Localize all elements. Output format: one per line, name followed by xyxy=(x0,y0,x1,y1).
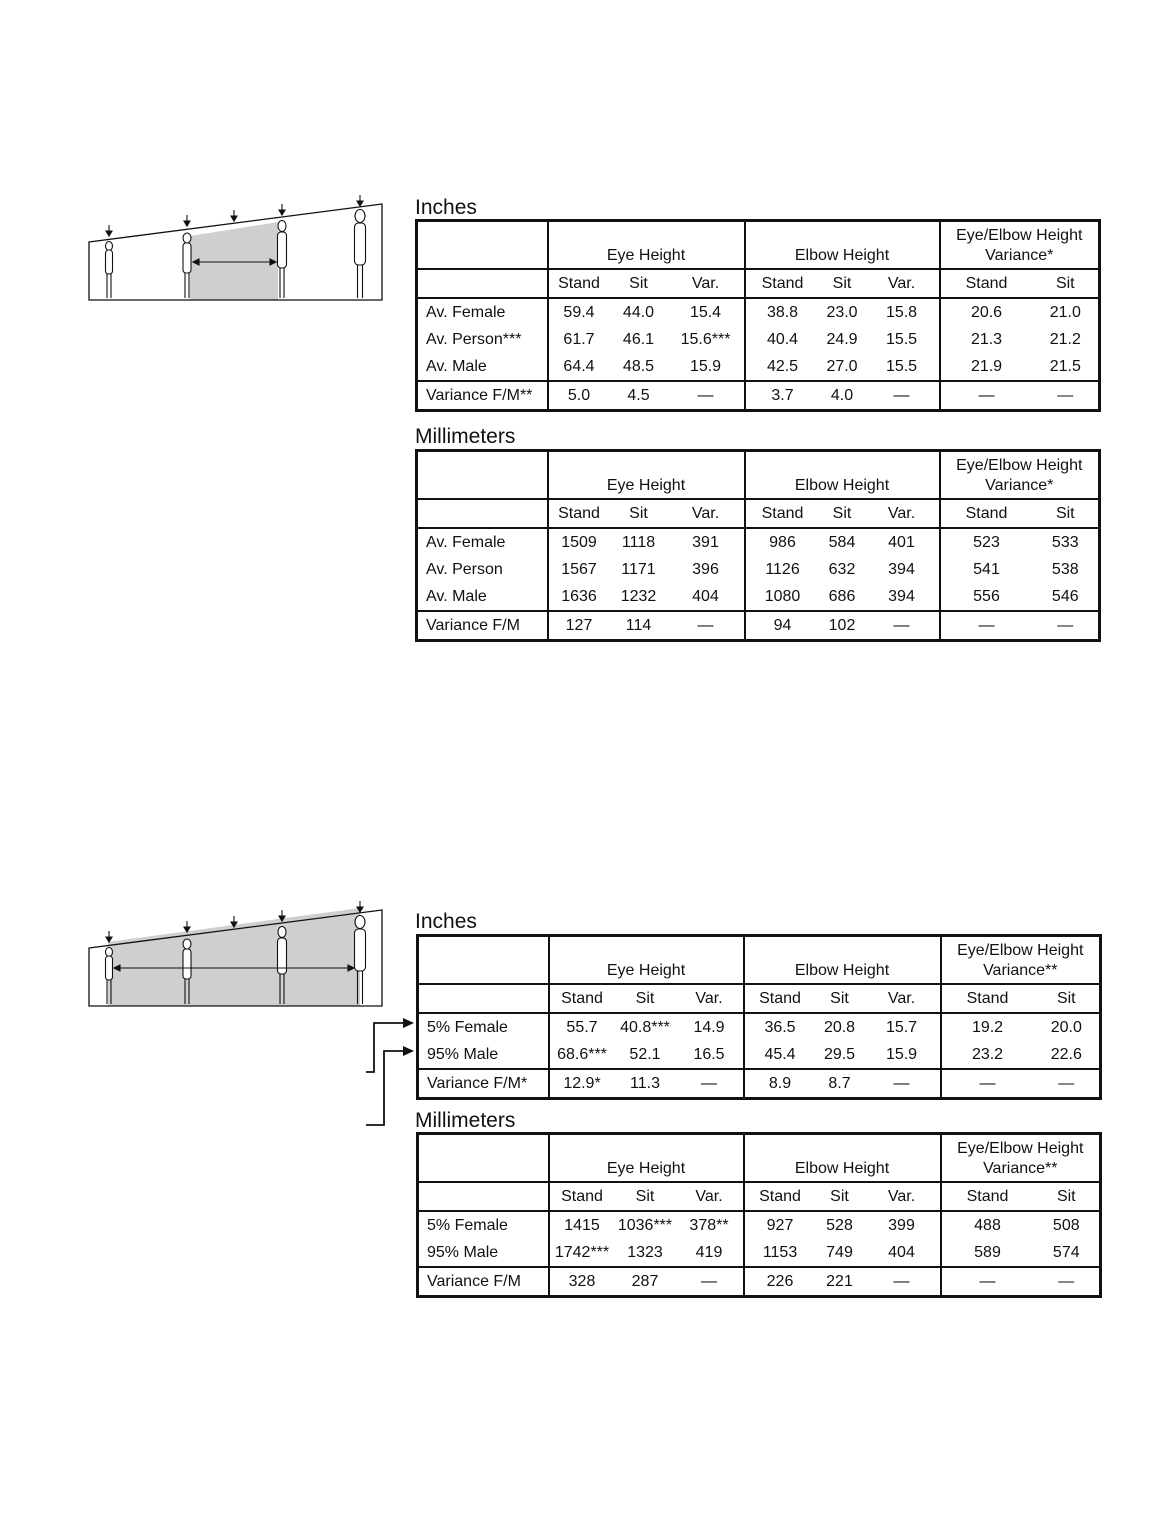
table-cell: 46.1 xyxy=(622,331,655,348)
subheader-cell: Var. xyxy=(668,499,745,528)
table-row xyxy=(417,326,1100,353)
subheader-cell: Var. xyxy=(865,499,940,528)
table-cell: 61.7 xyxy=(548,326,610,353)
table-cell: 1323 xyxy=(627,1244,663,1261)
table-cell: — xyxy=(1033,381,1100,411)
table-row xyxy=(418,1013,1101,1041)
table-cell: 15.4 xyxy=(689,304,722,321)
group-header-eye-height: Eye Height xyxy=(548,221,745,270)
subheader-cell: Stand xyxy=(548,499,610,528)
variance-row xyxy=(418,1267,1101,1297)
table-cell: — xyxy=(940,611,1033,641)
subheader-cell: Stand xyxy=(940,269,1033,298)
table-cell: 584 xyxy=(828,534,856,551)
table-cell: 23.2 xyxy=(941,1041,1034,1069)
table-cell: 21.9 xyxy=(940,353,1033,381)
table-cell: 102 xyxy=(820,611,865,641)
table-cell: 533 xyxy=(1051,534,1079,551)
table-cell: 15.7 xyxy=(885,1019,918,1036)
table-cell: 523 xyxy=(940,528,1033,556)
table-cell: 22.6 xyxy=(1050,1046,1082,1063)
table-cell: 40.8*** xyxy=(620,1019,670,1036)
subheader-cell: Stand xyxy=(745,499,820,528)
table-cell: — xyxy=(1033,611,1100,641)
table-cell: 44.0 xyxy=(622,304,655,321)
group-header-eye-elbow-variance: Eye/Elbow Height Variance** xyxy=(941,1134,1101,1183)
group-header-elbow-height: Elbow Height xyxy=(744,1134,941,1183)
group-header-elbow-height: Elbow Height xyxy=(744,936,941,985)
group-header-eye-elbow-variance: Eye/Elbow Height Variance* xyxy=(940,451,1100,500)
subheader-cell: Sit xyxy=(1033,499,1100,528)
subheader-row xyxy=(418,984,1101,1013)
table-cell: 59.4 xyxy=(548,298,610,326)
table-cell: 399 xyxy=(888,1217,915,1234)
table-cell: 538 xyxy=(1051,561,1079,578)
table-cell: 404 xyxy=(888,1244,915,1261)
table-cell: — xyxy=(676,1267,744,1297)
subheader-cell: Var. xyxy=(864,984,941,1013)
subheader-cell: Stand xyxy=(548,269,610,298)
top-inches-table xyxy=(415,219,1101,412)
table-cell: 45.4 xyxy=(744,1041,816,1069)
table-cell: 589 xyxy=(941,1239,1034,1267)
subheader-cell: Stand xyxy=(745,269,820,298)
millimeters-title: Millimeters xyxy=(415,1109,516,1132)
table-cell: 1036*** xyxy=(617,1217,673,1234)
table-cell: 21.3 xyxy=(940,326,1033,353)
group-header-eye-elbow-variance: Eye/Elbow Height Variance** xyxy=(941,936,1101,985)
table-cell: — xyxy=(676,1069,744,1099)
row-pointer-arrows xyxy=(362,1010,418,1130)
table-cell: 1118 xyxy=(621,534,656,551)
row-label: Variance F/M xyxy=(418,1267,549,1297)
table-cell: — xyxy=(668,611,745,641)
table-cell: 1636 xyxy=(548,583,610,611)
bottom-millimeters-table xyxy=(416,1132,1102,1298)
table-row xyxy=(418,1041,1101,1069)
table-cell: 64.4 xyxy=(548,353,610,381)
row-label: 5% Female xyxy=(427,1217,508,1234)
table-cell: 42.5 xyxy=(745,353,820,381)
group-header-eye-elbow-variance: Eye/Elbow Height Variance* xyxy=(940,221,1100,270)
subheader-cell: Sit xyxy=(816,1182,864,1211)
table-cell: 541 xyxy=(940,556,1033,583)
table-cell: — xyxy=(864,1267,941,1297)
table-cell: 20.8 xyxy=(823,1019,856,1036)
table-cell: 4.5 xyxy=(610,381,668,411)
subheader-row xyxy=(417,499,1100,528)
group-header-eye-height: Eye Height xyxy=(548,451,745,500)
table-row xyxy=(417,556,1100,583)
subheader-row xyxy=(418,1182,1101,1211)
subheader-cell: Sit xyxy=(1034,1182,1101,1211)
row-label: 95% Male xyxy=(427,1046,499,1063)
table-row xyxy=(417,528,1100,556)
table-cell: 114 xyxy=(610,611,668,641)
table-cell: 419 xyxy=(695,1244,723,1261)
table-cell: 1126 xyxy=(745,556,820,583)
table-cell: 1567 xyxy=(548,556,610,583)
table-cell: 1415 xyxy=(549,1211,615,1239)
table-cell: 21.5 xyxy=(1049,358,1081,375)
table-cell: 48.5 xyxy=(622,358,655,375)
table-cell: 15.8 xyxy=(885,304,918,321)
bottom-inches-table xyxy=(416,934,1102,1100)
table-cell: 40.4 xyxy=(745,326,820,353)
row-label: 5% Female xyxy=(427,1019,508,1036)
eye-height-range-illustration-average xyxy=(86,192,386,304)
row-label: Av. Male xyxy=(426,588,487,605)
subheader-cell: Sit xyxy=(615,984,676,1013)
table-cell: 378** xyxy=(689,1217,729,1234)
table-cell: 394 xyxy=(888,588,915,605)
subheader-cell: Stand xyxy=(744,984,816,1013)
table-cell: 23.0 xyxy=(826,304,858,321)
header-row xyxy=(417,221,1100,270)
table-cell: 1232 xyxy=(620,588,657,605)
table-cell: 508 xyxy=(1052,1217,1080,1234)
variance-row xyxy=(417,611,1100,641)
table-cell: 546 xyxy=(1051,588,1079,605)
table-cell: 24.9 xyxy=(826,331,858,348)
table-cell: — xyxy=(940,381,1033,411)
table-cell: 16.5 xyxy=(693,1046,725,1063)
table-cell: 221 xyxy=(816,1267,864,1297)
subheader-cell: Stand xyxy=(549,1182,615,1211)
table-cell: 401 xyxy=(888,534,915,551)
table-cell: 15.6*** xyxy=(680,331,731,348)
table-cell: — xyxy=(941,1069,1034,1099)
row-label: Av. Person xyxy=(426,561,503,578)
table-cell: 127 xyxy=(548,611,610,641)
eye-height-range-illustration-extremes xyxy=(86,898,386,1010)
row-label: Av. Female xyxy=(426,534,506,551)
table-cell: 287 xyxy=(615,1267,676,1297)
table-cell: 749 xyxy=(826,1244,853,1261)
subheader-cell: Sit xyxy=(816,984,864,1013)
table-cell: 11.3 xyxy=(615,1069,676,1099)
header-row xyxy=(418,1134,1101,1183)
table-cell: 556 xyxy=(940,583,1033,611)
table-row xyxy=(417,298,1100,326)
table-cell: 391 xyxy=(692,534,719,551)
group-header-elbow-height: Elbow Height xyxy=(745,221,940,270)
variance-row xyxy=(417,381,1100,411)
table-cell: 927 xyxy=(744,1211,816,1239)
table-cell: 1171 xyxy=(621,561,656,578)
subheader-cell: Sit xyxy=(820,269,865,298)
table-cell: 396 xyxy=(692,561,719,578)
table-cell: — xyxy=(865,381,940,411)
millimeters-title: Millimeters xyxy=(415,425,516,448)
table-cell: 20.6 xyxy=(940,298,1033,326)
table-cell: 15.9 xyxy=(885,1046,918,1063)
inches-title: Inches xyxy=(415,910,477,933)
table-cell: 21.0 xyxy=(1049,304,1081,321)
table-cell: 52.1 xyxy=(629,1046,661,1063)
row-label: 95% Male xyxy=(427,1244,499,1261)
group-header-elbow-height: Elbow Height xyxy=(745,451,940,500)
header-row xyxy=(417,451,1100,500)
table-cell: — xyxy=(1034,1069,1101,1099)
table-row xyxy=(418,1211,1101,1239)
table-cell: 20.0 xyxy=(1050,1019,1082,1036)
table-cell: — xyxy=(865,611,940,641)
table-cell: 19.2 xyxy=(941,1013,1034,1041)
table-cell: 15.5 xyxy=(885,331,918,348)
subheader-cell: Stand xyxy=(744,1182,816,1211)
table-cell: 328 xyxy=(549,1267,615,1297)
row-label: Av. Female xyxy=(426,304,506,321)
table-cell: 394 xyxy=(888,561,915,578)
subheader-cell: Var. xyxy=(676,1182,744,1211)
row-label: Av. Male xyxy=(426,358,487,375)
table-cell: 4.0 xyxy=(820,381,865,411)
table-cell: 488 xyxy=(941,1211,1034,1239)
row-label: Variance F/M* xyxy=(418,1069,549,1099)
inches-title: Inches xyxy=(415,196,477,219)
table-cell: 528 xyxy=(826,1217,853,1234)
table-cell: — xyxy=(668,381,745,411)
subheader-cell: Var. xyxy=(865,269,940,298)
table-cell: 55.7 xyxy=(549,1013,615,1041)
table-cell: 3.7 xyxy=(745,381,820,411)
table-cell: — xyxy=(864,1069,941,1099)
subheader-cell: Sit xyxy=(610,269,668,298)
row-label: Variance F/M xyxy=(417,611,548,641)
subheader-cell: Var. xyxy=(668,269,745,298)
table-cell: 1742*** xyxy=(549,1239,615,1267)
subheader-cell: Stand xyxy=(941,984,1034,1013)
table-cell: 68.6*** xyxy=(549,1041,615,1069)
table-row xyxy=(418,1239,1101,1267)
table-cell: 21.2 xyxy=(1049,331,1081,348)
table-cell: 15.5 xyxy=(885,358,918,375)
table-cell: 632 xyxy=(828,561,856,578)
table-row xyxy=(417,583,1100,611)
table-cell: 574 xyxy=(1052,1244,1080,1261)
table-cell: — xyxy=(1034,1267,1101,1297)
subheader-cell: Var. xyxy=(864,1182,941,1211)
group-header-eye-height: Eye Height xyxy=(549,1134,744,1183)
table-cell: 38.8 xyxy=(745,298,820,326)
subheader-cell: Sit xyxy=(820,499,865,528)
table-cell: 226 xyxy=(744,1267,816,1297)
group-header-eye-height: Eye Height xyxy=(549,936,744,985)
subheader-cell: Sit xyxy=(615,1182,676,1211)
table-cell: 1080 xyxy=(745,583,820,611)
table-cell: — xyxy=(941,1267,1034,1297)
table-cell: 14.9 xyxy=(693,1019,725,1036)
table-cell: 5.0 xyxy=(548,381,610,411)
subheader-cell: Sit xyxy=(1034,984,1101,1013)
table-cell: 404 xyxy=(692,588,719,605)
subheader-cell: Sit xyxy=(1033,269,1100,298)
subheader-cell: Sit xyxy=(610,499,668,528)
row-label: Av. Person*** xyxy=(426,331,522,348)
table-cell: 12.9* xyxy=(549,1069,615,1099)
table-cell: 15.9 xyxy=(689,358,722,375)
variance-row xyxy=(418,1069,1101,1099)
subheader-cell: Stand xyxy=(940,499,1033,528)
header-row xyxy=(418,936,1101,985)
subheader-cell: Stand xyxy=(549,984,615,1013)
subheader-row xyxy=(417,269,1100,298)
table-cell: 1509 xyxy=(548,528,610,556)
table-cell: 29.5 xyxy=(823,1046,856,1063)
top-millimeters-table xyxy=(415,449,1101,642)
table-cell: 36.5 xyxy=(744,1013,816,1041)
table-cell: 686 xyxy=(828,588,856,605)
table-cell: 27.0 xyxy=(826,358,858,375)
table-cell: 8.9 xyxy=(744,1069,816,1099)
table-cell: 8.7 xyxy=(816,1069,864,1099)
subheader-cell: Stand xyxy=(941,1182,1034,1211)
table-cell: 986 xyxy=(745,528,820,556)
table-cell: 94 xyxy=(745,611,820,641)
table-cell: 1153 xyxy=(744,1239,816,1267)
table-row xyxy=(417,353,1100,381)
subheader-cell: Var. xyxy=(676,984,744,1013)
row-label: Variance F/M** xyxy=(417,381,548,411)
